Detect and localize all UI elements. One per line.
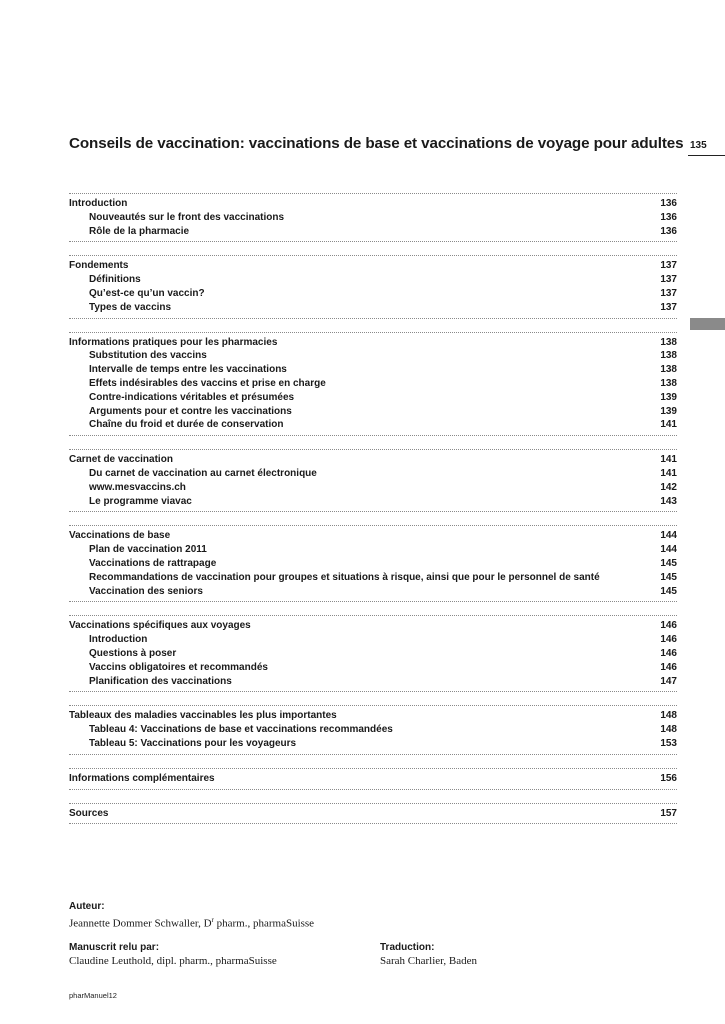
toc-entry-label: Vaccinations spécifiques aux voyages [69, 620, 251, 632]
toc-entry-label: Carnet de vaccination [69, 454, 173, 466]
reviewer-value: Claudine Leuthold, dipl. pharm., pharmaSuisse [69, 955, 277, 967]
toc-entry-label: Le programme viavac [89, 495, 192, 507]
toc-entry-page: 145 [660, 585, 677, 597]
toc-entry-page: 145 [660, 571, 677, 583]
toc-entry-label: Tableaux des maladies vaccinables les plus importantes [69, 710, 337, 722]
toc-entry-page: 141 [660, 419, 677, 431]
toc-entry-label: Arguments pour et contre les vaccinations [89, 405, 292, 417]
toc-entry-page: 137 [660, 260, 677, 272]
toc-section [69, 255, 677, 318]
toc-entry-label: Plan de vaccination 2011 [89, 544, 207, 556]
toc-entry [69, 363, 677, 377]
toc-entry [69, 723, 677, 737]
toc-entry [69, 571, 677, 585]
toc-entry-page: 136 [660, 225, 677, 237]
translation-block [380, 941, 477, 969]
author-label: Auteur: [69, 901, 105, 912]
toc-entry-label: Substitution des vaccins [89, 350, 207, 362]
toc-entry [69, 585, 677, 599]
toc-section-heading [69, 807, 677, 821]
toc-entry-page: 148 [660, 710, 677, 722]
toc-entry-label: Vaccinations de rattrapage [89, 557, 217, 569]
toc-entry-label: Contre-indications véritables et présumées [89, 391, 295, 403]
toc-entry-page: 136 [660, 211, 677, 223]
toc-section-heading [69, 453, 677, 467]
toc-entry-page: 153 [660, 737, 677, 749]
toc-entry-page: 144 [660, 544, 677, 556]
toc-entry [69, 418, 677, 432]
toc-entry-page: 142 [660, 481, 677, 493]
toc-entry [69, 377, 677, 391]
toc-entry [69, 633, 677, 647]
footer-publication: pharManuel12 [69, 991, 117, 1000]
toc-entry-page: 138 [660, 377, 677, 389]
toc-entry [69, 675, 677, 689]
toc-entry-page: 147 [660, 675, 677, 687]
toc-entry-label: Recommandations de vaccination pour groupes et situations à risque, ainsi que pour le personnel de santé [89, 571, 600, 583]
toc-section [69, 193, 677, 242]
table-of-contents [69, 193, 677, 837]
toc-section [69, 525, 677, 602]
toc-section-heading [69, 619, 677, 633]
toc-entry [69, 287, 677, 301]
reviewer-label: Manuscrit relu par: [69, 942, 160, 953]
toc-section [69, 449, 677, 512]
toc-entry-label: Tableau 5: Vaccinations pour les voyageurs [89, 737, 297, 749]
toc-section-heading [69, 772, 677, 786]
toc-entry-page: 136 [660, 198, 677, 209]
toc-entry [69, 661, 677, 675]
toc-entry [69, 349, 677, 363]
toc-entry-label: Informations complémentaires [69, 772, 215, 784]
translation-label: Traduction: [380, 942, 435, 953]
toc-entry-page: 156 [660, 772, 677, 784]
author-block [69, 900, 314, 932]
toc-entry-page: 146 [660, 634, 677, 646]
toc-entry-label: Fondements [69, 260, 129, 272]
toc-section-heading [69, 709, 677, 723]
toc-section-heading [69, 336, 677, 350]
toc-entry [69, 391, 677, 405]
toc-entry-page: 139 [660, 405, 677, 417]
toc-section-heading [69, 259, 677, 273]
toc-entry-label: Questions à poser [89, 647, 177, 659]
toc-section [69, 705, 677, 754]
toc-entry-page: 146 [660, 647, 677, 659]
toc-entry [69, 467, 677, 481]
author-name-rest: pharm., pharmaSuisse [213, 917, 315, 930]
toc-entry-page: 144 [660, 530, 677, 542]
toc-entry-page: 145 [660, 557, 677, 569]
toc-entry-label: Chaîne du froid et durée de conservation [89, 419, 284, 431]
toc-entry-page: 146 [660, 620, 677, 632]
author-name-main: Jeannette Dommer Schwaller, D [69, 917, 212, 930]
toc-entry-page: 138 [660, 350, 677, 362]
toc-entry-label: Qu’est-ce qu’un vaccin? [89, 287, 205, 299]
toc-entry-label: Introduction [89, 634, 148, 646]
toc-entry [69, 647, 677, 661]
toc-entry-label: Définitions [89, 274, 141, 286]
toc-section [69, 803, 677, 825]
toc-entry [69, 273, 677, 287]
toc-entry-label: Introduction [69, 198, 128, 209]
toc-entry [69, 225, 677, 239]
author-name-sup: r [211, 916, 214, 924]
toc-entry [69, 211, 677, 225]
toc-entry-page: 137 [660, 301, 677, 313]
toc-entry [69, 543, 677, 557]
toc-entry [69, 557, 677, 571]
toc-entry-label: Sources [69, 807, 109, 819]
toc-entry [69, 481, 677, 495]
toc-section [69, 768, 677, 790]
toc-entry-page: 139 [660, 391, 677, 403]
toc-entry-page: 138 [660, 364, 677, 376]
toc-entry-page: 157 [660, 807, 677, 819]
toc-entry-label: Nouveautés sur le front des vaccinations [89, 211, 285, 223]
toc-section-heading [69, 197, 677, 211]
toc-entry-label: Vaccinations de base [69, 530, 171, 542]
toc-section [69, 615, 677, 692]
toc-entry-label: Intervalle de temps entre les vaccinations [89, 364, 287, 376]
toc-entry [69, 737, 677, 751]
toc-entry-label: Planification des vaccinations [89, 675, 232, 687]
toc-section-heading [69, 529, 677, 543]
toc-entry-label: Rôle de la pharmacie [89, 225, 190, 237]
toc-entry-page: 141 [660, 467, 677, 479]
toc-entry-page: 141 [660, 454, 677, 466]
toc-entry-page: 148 [660, 724, 677, 736]
toc-entry [69, 301, 677, 315]
toc-section [69, 332, 677, 437]
page-title: Conseils de vaccination: vaccinations de base et vaccinations de voyage pour adultes [69, 135, 684, 152]
toc-entry-label: Informations pratiques pour les pharmacies [69, 336, 278, 348]
toc-entry [69, 495, 677, 509]
toc-entry-label: Du carnet de vaccination au carnet électronique [89, 467, 317, 479]
toc-entry-label: Vaccination des seniors [89, 585, 203, 597]
toc-entry-page: 137 [660, 287, 677, 299]
toc-entry-page: 146 [660, 661, 677, 673]
page-number: 135 [688, 140, 725, 156]
section-tab-marker [690, 318, 725, 330]
author-name [69, 913, 314, 932]
toc-entry [69, 405, 677, 419]
toc-entry-page: 138 [660, 336, 677, 348]
reviewer-block [69, 941, 277, 969]
toc-entry-label: Vaccins obligatoires et recommandés [89, 661, 268, 673]
toc-entry-label: Tableau 4: Vaccinations de base et vaccinations recommandées [89, 724, 393, 736]
toc-entry-page: 137 [660, 274, 677, 286]
translation-value: Sarah Charlier, Baden [380, 955, 477, 967]
toc-entry-label: Types de vaccins [89, 301, 172, 313]
toc-entry-label: Effets indésirables des vaccins et prise en charge [89, 377, 326, 389]
toc-entry-page: 143 [660, 495, 677, 507]
toc-entry-label: www.mesvaccins.ch [89, 481, 186, 493]
